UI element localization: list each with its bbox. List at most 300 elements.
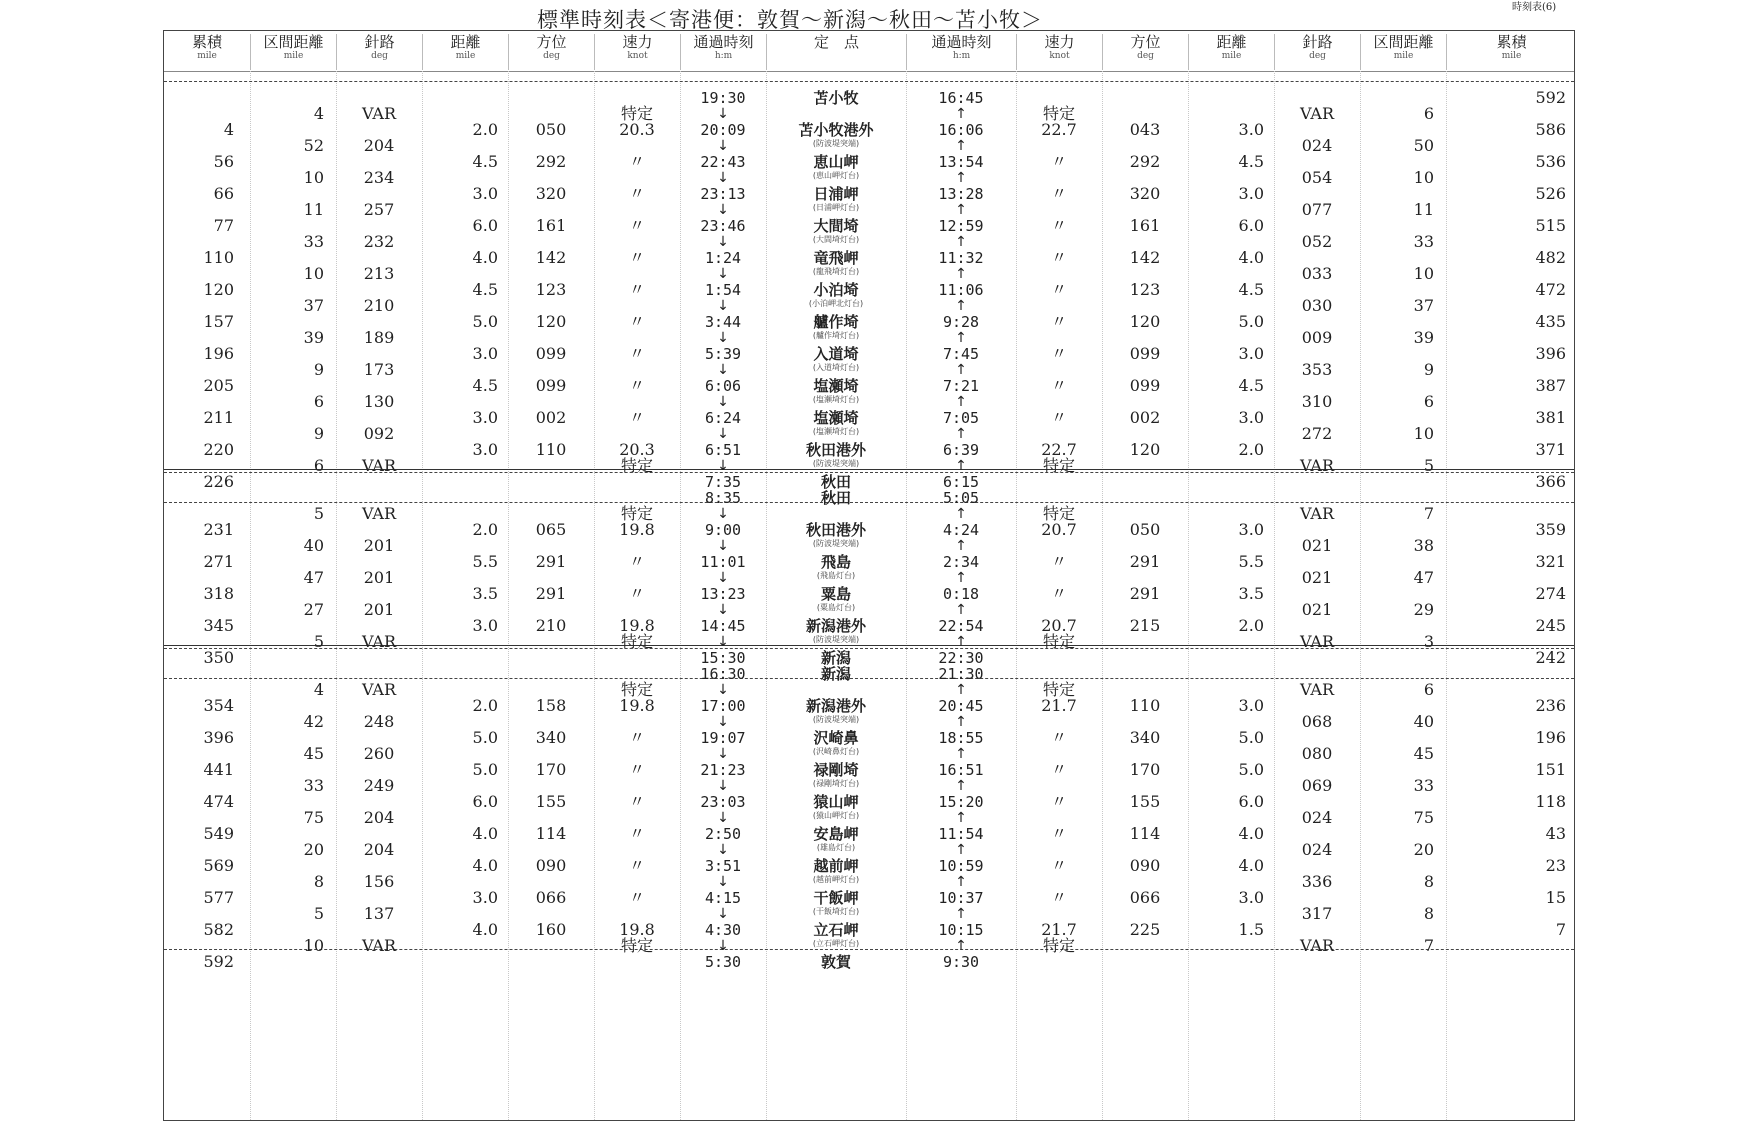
distance-left: 5.0 xyxy=(472,312,498,331)
time-inbound: 2:34 xyxy=(942,553,980,571)
fixed-point-name: 立石岬 xyxy=(813,921,859,939)
course-right: 069 xyxy=(1301,776,1333,795)
time-inbound: 7:21 xyxy=(942,377,980,395)
header-cell xyxy=(906,34,1016,70)
header-label: 区間距離 xyxy=(263,33,324,51)
distance-right: 3.0 xyxy=(1238,120,1264,139)
time-inbound: 10:15 xyxy=(938,921,984,939)
cumulative-right: 43 xyxy=(1545,824,1566,843)
distance-left: 4.0 xyxy=(472,856,498,875)
bearing-left: 123 xyxy=(535,280,567,299)
time-outbound: 23:13 xyxy=(700,185,746,203)
speed-left: 〃 xyxy=(628,760,645,779)
time-inbound: 6:15 xyxy=(942,473,980,491)
cumulative-right: 526 xyxy=(1535,184,1566,203)
header-cell xyxy=(680,34,766,70)
table-header xyxy=(164,31,1574,72)
speed-right: 〃 xyxy=(1050,728,1067,747)
down-arrow-icon: ↓ xyxy=(717,202,729,218)
time-outbound: 14:45 xyxy=(700,617,746,635)
course-right: 353 xyxy=(1301,360,1333,379)
cumulative-left: 396 xyxy=(203,728,234,747)
distance-right: 3.0 xyxy=(1238,888,1264,907)
down-arrow-icon: ↓ xyxy=(717,842,729,858)
down-arrow-icon: ↓ xyxy=(717,362,729,378)
up-arrow-icon: ↑ xyxy=(955,778,967,794)
section-distance-right: 40 xyxy=(1413,712,1434,731)
section-distance-right: 10 xyxy=(1413,264,1434,283)
speed-left: 〃 xyxy=(628,184,645,203)
time-inbound: 9:30 xyxy=(942,953,980,971)
section-distance-left: 5 xyxy=(313,904,324,923)
fixed-point-name: 沢崎鼻 xyxy=(813,729,859,747)
bearing-right: 225 xyxy=(1129,920,1161,939)
speed-note-right: 特定 xyxy=(1042,504,1075,523)
section-distance-right: 5 xyxy=(1423,456,1434,475)
distance-left: 6.0 xyxy=(472,216,498,235)
section-distance-left: 4 xyxy=(313,104,324,123)
fixed-point-name: 安島岬 xyxy=(813,825,859,843)
section-distance-left: 10 xyxy=(303,168,324,187)
section-distance-left: 75 xyxy=(303,808,324,827)
header-cell xyxy=(1360,34,1446,70)
distance-right: 6.0 xyxy=(1238,216,1264,235)
up-arrow-icon: ↑ xyxy=(955,746,967,762)
bearing-left: 065 xyxy=(535,520,567,539)
fixed-point-note: (入道埼灯台) xyxy=(812,363,860,372)
speed-right: 〃 xyxy=(1050,792,1067,811)
time-outbound: 23:46 xyxy=(700,217,746,235)
course-left: 156 xyxy=(363,872,395,891)
up-arrow-icon: ↑ xyxy=(955,298,967,314)
fixed-point-name: 塩瀬埼 xyxy=(813,409,859,427)
distance-left: 3.0 xyxy=(472,184,498,203)
fixed-point-name: 禄剛埼 xyxy=(813,761,859,779)
time-outbound: 4:15 xyxy=(704,889,742,907)
cumulative-left: 226 xyxy=(203,472,234,491)
cumulative-right: 586 xyxy=(1535,120,1566,139)
speed-left: 19.8 xyxy=(619,920,655,939)
course-right: 021 xyxy=(1301,568,1333,587)
header-cell xyxy=(766,34,906,70)
bearing-right: 142 xyxy=(1129,248,1161,267)
down-arrow-icon: ↓ xyxy=(717,394,729,410)
header-label: 速力 xyxy=(1044,33,1075,51)
fixed-point-note: (禄剛埼灯台) xyxy=(812,779,860,788)
cumulative-left: 196 xyxy=(203,344,234,363)
cumulative-left: 66 xyxy=(213,184,234,203)
bearing-right: 050 xyxy=(1129,520,1161,539)
speed-left: 〃 xyxy=(628,728,645,747)
time-inbound: 11:54 xyxy=(938,825,984,843)
bearing-right: 161 xyxy=(1129,216,1161,235)
time-inbound: 11:32 xyxy=(938,249,984,267)
header-cell xyxy=(508,34,594,70)
cumulative-left: 592 xyxy=(203,952,234,971)
course-right: VAR xyxy=(1299,936,1335,955)
time-inbound: 13:54 xyxy=(938,153,984,171)
section-distance-right: 3 xyxy=(1423,632,1434,651)
header-label: 針路 xyxy=(364,33,395,51)
speed-right: 〃 xyxy=(1050,216,1067,235)
speed-right: 20.7 xyxy=(1041,520,1077,539)
time-outbound: 6:51 xyxy=(704,441,742,459)
speed-note-right: 特定 xyxy=(1042,936,1075,955)
fixed-point-name: 秋田港外 xyxy=(805,521,866,539)
time-inbound: 6:39 xyxy=(942,441,980,459)
fixed-point-name: 恵山岬 xyxy=(813,153,859,171)
time-outbound: 17:00 xyxy=(700,697,746,715)
course-left: VAR xyxy=(361,456,397,475)
course-left: 201 xyxy=(363,536,395,555)
up-arrow-icon: ↑ xyxy=(955,810,967,826)
course-left: 204 xyxy=(363,808,395,827)
section-distance-right: 7 xyxy=(1423,936,1434,955)
distance-right: 5.0 xyxy=(1238,760,1264,779)
bearing-left: 050 xyxy=(535,120,567,139)
course-left: 201 xyxy=(363,600,395,619)
bearing-left: 170 xyxy=(535,760,567,779)
bearing-right: 292 xyxy=(1129,152,1161,171)
up-arrow-icon: ↑ xyxy=(955,458,967,474)
time-outbound: 11:01 xyxy=(700,553,746,571)
bearing-right: 066 xyxy=(1129,888,1161,907)
cumulative-right: 118 xyxy=(1535,792,1566,811)
time-outbound: 3:44 xyxy=(704,313,742,331)
section-distance-right: 33 xyxy=(1413,776,1434,795)
bearing-right: 120 xyxy=(1129,312,1161,331)
course-left: 234 xyxy=(363,168,395,187)
course-right: 009 xyxy=(1301,328,1333,347)
fixed-point-name: 苫小牧 xyxy=(813,89,859,107)
bearing-left: 158 xyxy=(535,696,567,715)
section-distance-right: 8 xyxy=(1423,904,1434,923)
speed-right: 〃 xyxy=(1050,376,1067,395)
header-label: 通過時刻 xyxy=(931,33,992,51)
cumulative-left: 441 xyxy=(203,760,234,779)
bearing-right: 110 xyxy=(1129,696,1161,715)
header-unit: knot xyxy=(627,51,648,61)
cumulative-right: 592 xyxy=(1535,88,1566,107)
time-inbound: 22:54 xyxy=(938,617,984,635)
course-right: 024 xyxy=(1301,808,1333,827)
fixed-point-note: (塩瀬埼灯台) xyxy=(812,427,860,436)
course-right: 052 xyxy=(1301,232,1333,251)
speed-right: 〃 xyxy=(1050,408,1067,427)
section-distance-left: 33 xyxy=(303,232,324,251)
cumulative-right: 236 xyxy=(1535,696,1566,715)
time-outbound: 6:24 xyxy=(704,409,742,427)
speed-right: 22.7 xyxy=(1041,120,1077,139)
distance-left: 3.0 xyxy=(472,440,498,459)
cumulative-right: 515 xyxy=(1535,216,1566,235)
section-distance-right: 75 xyxy=(1413,808,1434,827)
fixed-point-name: 小泊埼 xyxy=(813,281,859,299)
up-arrow-icon: ↑ xyxy=(955,570,967,586)
bearing-right: 320 xyxy=(1129,184,1161,203)
up-arrow-icon: ↑ xyxy=(955,234,967,250)
down-arrow-icon: ↓ xyxy=(717,170,729,186)
speed-right: 〃 xyxy=(1050,152,1067,171)
distance-left: 3.0 xyxy=(472,408,498,427)
down-arrow-icon: ↓ xyxy=(717,634,729,650)
distance-right: 3.0 xyxy=(1238,344,1264,363)
section-distance-left: 20 xyxy=(303,840,324,859)
header-label: 方位 xyxy=(1130,33,1161,51)
bearing-left: 090 xyxy=(535,856,567,875)
course-right: 080 xyxy=(1301,744,1333,763)
course-left: 173 xyxy=(363,360,395,379)
section-distance-left: 45 xyxy=(303,744,324,763)
fixed-point-note: (艫作埼灯台) xyxy=(812,331,860,340)
speed-left: 19.8 xyxy=(619,616,655,635)
cumulative-left: 211 xyxy=(203,408,234,427)
bearing-left: 291 xyxy=(535,584,567,603)
distance-right: 3.0 xyxy=(1238,696,1264,715)
fixed-point-name: 新潟港外 xyxy=(805,697,866,715)
fixed-point-name: 飛島 xyxy=(820,553,851,571)
time-inbound: 16:45 xyxy=(938,89,984,107)
bearing-left: 155 xyxy=(535,792,567,811)
fixed-point-note: (沢崎鼻灯台) xyxy=(812,747,860,756)
section-distance-left: 47 xyxy=(303,568,324,587)
down-arrow-icon: ↓ xyxy=(717,810,729,826)
course-right: 030 xyxy=(1301,296,1333,315)
header-cell xyxy=(164,34,250,70)
cumulative-right: 359 xyxy=(1535,520,1566,539)
bearing-left: 210 xyxy=(535,616,567,635)
section-distance-right: 39 xyxy=(1413,328,1434,347)
section-distance-left: 27 xyxy=(303,600,324,619)
header-unit: mile xyxy=(197,51,217,61)
section-distance-right: 33 xyxy=(1413,232,1434,251)
header-label: 距離 xyxy=(1216,33,1247,51)
section-distance-left: 11 xyxy=(303,200,324,219)
distance-left: 3.5 xyxy=(472,584,498,603)
distance-left: 3.0 xyxy=(472,344,498,363)
up-arrow-icon: ↑ xyxy=(955,426,967,442)
section-distance-left: 5 xyxy=(313,632,324,651)
header-label: 距離 xyxy=(450,33,481,51)
page-tag: 時刻表(6) xyxy=(1512,2,1557,13)
time-outbound: 7:35 xyxy=(704,473,742,491)
time-inbound: 4:24 xyxy=(942,521,980,539)
course-right: 310 xyxy=(1301,392,1333,411)
speed-right: 22.7 xyxy=(1041,440,1077,459)
distance-left: 5.0 xyxy=(472,760,498,779)
down-arrow-icon: ↓ xyxy=(717,506,729,522)
up-arrow-icon: ↑ xyxy=(955,330,967,346)
speed-left: 20.3 xyxy=(619,440,655,459)
course-left: 248 xyxy=(363,712,395,731)
up-arrow-icon: ↑ xyxy=(955,266,967,282)
section-distance-right: 6 xyxy=(1423,680,1434,699)
section-distance-left: 40 xyxy=(303,536,324,555)
down-arrow-icon: ↓ xyxy=(717,298,729,314)
down-arrow-icon: ↓ xyxy=(717,938,729,954)
time-outbound: 15:30 xyxy=(700,649,746,667)
time-inbound: 22:30 xyxy=(938,649,984,667)
distance-left: 2.0 xyxy=(472,120,498,139)
fixed-point-name: 大間埼 xyxy=(813,217,859,235)
header-label: 方位 xyxy=(536,33,567,51)
column-rule xyxy=(336,71,337,1120)
bearing-right: 170 xyxy=(1129,760,1161,779)
section-distance-right: 38 xyxy=(1413,536,1434,555)
speed-right: 〃 xyxy=(1050,312,1067,331)
speed-note-left: 特定 xyxy=(620,632,653,651)
time-inbound: 11:06 xyxy=(938,281,984,299)
fixed-point-note: (防波堤突端) xyxy=(812,459,860,468)
time-outbound: 13:23 xyxy=(700,585,746,603)
bearing-left: 002 xyxy=(535,408,567,427)
fixed-point-name: 干飯岬 xyxy=(813,889,859,907)
fixed-point-name: 艫作埼 xyxy=(813,313,859,331)
fixed-point-name: 秋田 xyxy=(820,473,851,491)
speed-right: 〃 xyxy=(1050,584,1067,603)
cumulative-left: 110 xyxy=(203,248,234,267)
fixed-point-name: 苫小牧港外 xyxy=(798,121,874,139)
speed-right: 〃 xyxy=(1050,888,1067,907)
section-distance-left: 6 xyxy=(313,456,324,475)
bearing-left: 110 xyxy=(535,440,567,459)
bearing-left: 142 xyxy=(535,248,567,267)
speed-left: 〃 xyxy=(628,312,645,331)
fixed-point-note: (立石岬灯台) xyxy=(812,939,860,948)
course-right: VAR xyxy=(1299,104,1335,123)
speed-left: 〃 xyxy=(628,856,645,875)
course-right: 054 xyxy=(1301,168,1333,187)
time-outbound: 1:24 xyxy=(704,249,742,267)
speed-left: 19.8 xyxy=(619,520,655,539)
fixed-point-note: (粟島灯台) xyxy=(816,603,856,612)
section-distance-right: 20 xyxy=(1413,840,1434,859)
down-arrow-icon: ↓ xyxy=(717,426,729,442)
cumulative-left: 231 xyxy=(203,520,234,539)
fixed-point-note: (大間埼灯台) xyxy=(812,235,860,244)
distance-right: 4.0 xyxy=(1238,856,1264,875)
bearing-left: 066 xyxy=(535,888,567,907)
speed-left: 19.8 xyxy=(619,696,655,715)
header-label: 累積 xyxy=(191,33,222,51)
distance-left: 2.0 xyxy=(472,696,498,715)
time-inbound: 0:18 xyxy=(942,585,980,603)
speed-right: 〃 xyxy=(1050,824,1067,843)
bearing-right: 291 xyxy=(1129,584,1161,603)
down-arrow-icon: ↓ xyxy=(717,746,729,762)
time-outbound: 9:00 xyxy=(704,521,742,539)
header-label: 定 点 xyxy=(813,33,859,51)
section-distance-left: 8 xyxy=(313,872,324,891)
cumulative-left: 157 xyxy=(203,312,234,331)
cumulative-left: 271 xyxy=(203,552,234,571)
fixed-point-note: (小泊岬北灯台) xyxy=(808,299,864,308)
header-cell xyxy=(594,34,680,70)
course-right: VAR xyxy=(1299,632,1335,651)
distance-left: 4.0 xyxy=(472,824,498,843)
cumulative-left: 549 xyxy=(203,824,234,843)
bearing-right: 291 xyxy=(1129,552,1161,571)
time-inbound: 7:45 xyxy=(942,345,980,363)
section-distance-right: 10 xyxy=(1413,168,1434,187)
down-arrow-icon: ↓ xyxy=(717,266,729,282)
down-arrow-icon: ↓ xyxy=(717,874,729,890)
fixed-point-name: 秋田 xyxy=(820,489,851,507)
fixed-point-name: 越前岬 xyxy=(813,857,859,875)
bearing-left: 340 xyxy=(535,728,567,747)
fixed-point-name: 秋田港外 xyxy=(805,441,866,459)
distance-left: 3.0 xyxy=(472,616,498,635)
time-inbound: 13:28 xyxy=(938,185,984,203)
speed-left: 〃 xyxy=(628,152,645,171)
speed-right: 〃 xyxy=(1050,760,1067,779)
cumulative-right: 435 xyxy=(1535,312,1566,331)
fixed-point-name: 粟島 xyxy=(820,585,851,603)
course-left: 204 xyxy=(363,840,395,859)
course-left: VAR xyxy=(361,104,397,123)
time-outbound: 19:07 xyxy=(700,729,746,747)
course-right: VAR xyxy=(1299,680,1335,699)
bearing-left: 161 xyxy=(535,216,567,235)
time-inbound: 5:05 xyxy=(942,489,980,507)
section-distance-right: 6 xyxy=(1423,392,1434,411)
header-cell xyxy=(422,34,508,70)
cumulative-left: 318 xyxy=(203,584,234,603)
fixed-point-note: (飛島灯台) xyxy=(816,571,856,580)
course-right: 077 xyxy=(1301,200,1333,219)
up-arrow-icon: ↑ xyxy=(955,170,967,186)
speed-left: 〃 xyxy=(628,792,645,811)
course-left: 232 xyxy=(363,232,395,251)
speed-left: 20.3 xyxy=(619,120,655,139)
up-arrow-icon: ↑ xyxy=(955,106,967,122)
course-right: 021 xyxy=(1301,600,1333,619)
time-inbound: 20:45 xyxy=(938,697,984,715)
distance-left: 5.5 xyxy=(472,552,498,571)
course-left: 092 xyxy=(363,424,395,443)
cumulative-left: 350 xyxy=(203,648,234,667)
fixed-point-name: 新潟 xyxy=(820,649,851,667)
down-arrow-icon: ↓ xyxy=(717,138,729,154)
course-right: 068 xyxy=(1301,712,1333,731)
course-right: 033 xyxy=(1301,264,1333,283)
up-arrow-icon: ↑ xyxy=(955,538,967,554)
bearing-right: 155 xyxy=(1129,792,1161,811)
fixed-point-note: (防波堤突端) xyxy=(812,715,860,724)
cumulative-left: 577 xyxy=(203,888,234,907)
header-label: 通過時刻 xyxy=(693,33,754,51)
course-right: 021 xyxy=(1301,536,1333,555)
cumulative-right: 387 xyxy=(1535,376,1566,395)
column-rule xyxy=(250,71,251,1120)
time-outbound: 22:43 xyxy=(700,153,746,171)
section-distance-right: 6 xyxy=(1423,104,1434,123)
up-arrow-icon: ↑ xyxy=(955,602,967,618)
distance-left: 4.5 xyxy=(472,376,498,395)
bearing-right: 215 xyxy=(1129,616,1161,635)
column-rule xyxy=(1360,71,1361,1120)
cumulative-right: 321 xyxy=(1535,552,1566,571)
up-arrow-icon: ↑ xyxy=(955,506,967,522)
course-left: 137 xyxy=(363,904,395,923)
cumulative-right: 381 xyxy=(1535,408,1566,427)
header-cell xyxy=(1102,34,1188,70)
cumulative-right: 15 xyxy=(1545,888,1566,907)
fixed-point-name: 新潟港外 xyxy=(805,617,866,635)
speed-right: 〃 xyxy=(1050,280,1067,299)
cumulative-left: 77 xyxy=(213,216,234,235)
speed-note-left: 特定 xyxy=(620,456,653,475)
